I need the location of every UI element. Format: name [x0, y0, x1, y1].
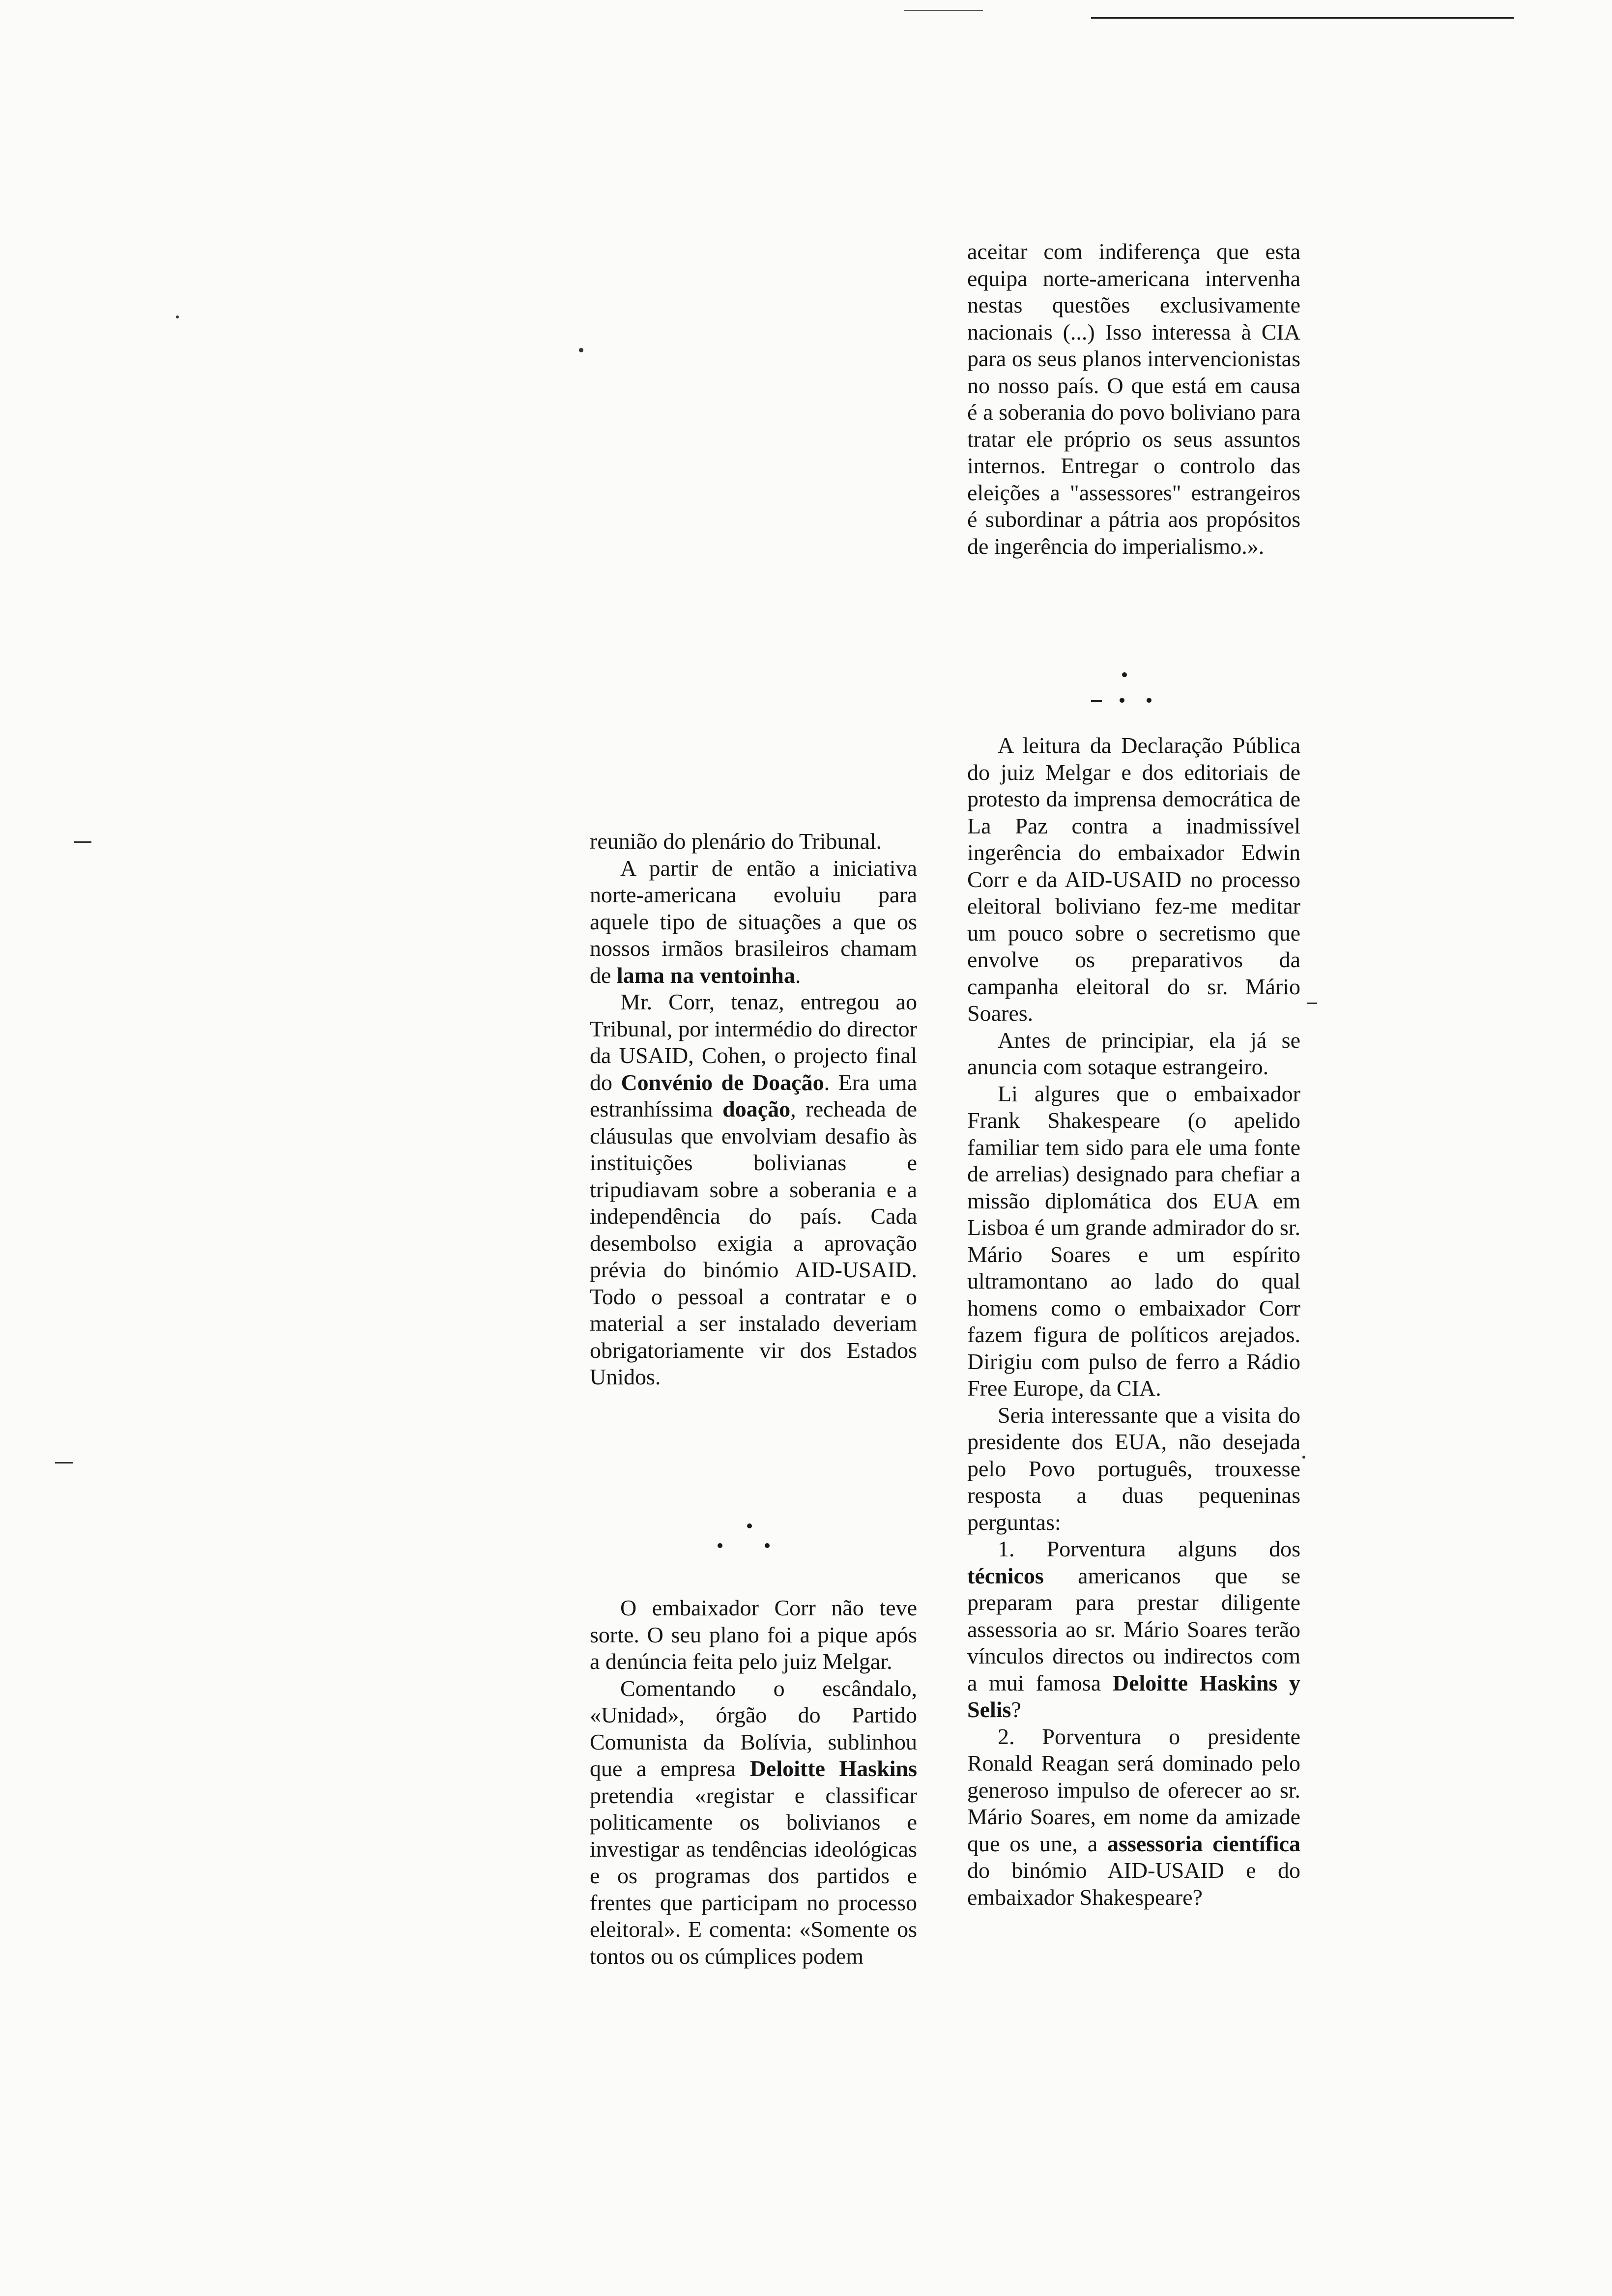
bold-text: Convénio de Doação — [621, 1069, 824, 1095]
paragraph: aceitar com indiferença que esta equipa norte-americana intervenha nestas questões exclusivamente nacionais (...) Isso interessa à CIA para os seus planos intervencionistas no nosso país. O que está em causa é a soberania do povo boliviano para tratar ele próprio os seus assuntos internos. Entregar o controlo das eleições a "assessores" estrangeiros é subordinar a pátria aos propósitos de ingerência do imperialismo.». — [967, 239, 1300, 559]
scan-rule — [904, 10, 983, 11]
text-run: . Era uma estranhíssima — [590, 1069, 918, 1121]
paragraph: Seria interessante que a visita do presidente dos EUA, não desejada pelo Povo português, trouxesse resposta a duas pequeninas perguntas: — [967, 1402, 1300, 1535]
article-column-right-continued — [967, 732, 1300, 1911]
paragraph: reunião do plenário do Tribunal. — [590, 829, 882, 854]
scan-speck — [55, 1462, 73, 1464]
section-separator-dot — [1122, 672, 1127, 677]
bold-text: Deloitte Haskins y Selis — [967, 1670, 1301, 1722]
text-run: 2. Porventura o presidente Ronald Reagan será dominado pelo generoso impulso de oferecer ao sr. Mário Soares, em nome da amizade que os une, a — [967, 1723, 1300, 1856]
bold-text: lama na ventoinha — [616, 962, 795, 988]
scan-speck — [74, 841, 91, 843]
scan-rule — [1091, 17, 1514, 19]
scan-speck — [176, 316, 179, 318]
paragraph — [967, 1536, 1300, 1723]
text-run: , recheada de cláusulas que envolviam desafio às instituições bolivianas e tripudiavam sobre a soberania e a independência do país. Cada desembolso exigia a aprovação prévia do binómio AID-USAID. Todo o pessoal a contratar e o material a ser instalado deveriam obrigatoriamente vir dos Estados Unidos. — [590, 1096, 917, 1389]
bold-text: doação — [722, 1096, 791, 1121]
scan-speck — [1307, 1003, 1317, 1004]
bold-text: Deloitte Haskins — [749, 1756, 917, 1781]
section-separator-dot — [1120, 698, 1124, 703]
scan-speck — [579, 348, 583, 352]
bold-text: assessoria científica — [1107, 1831, 1301, 1856]
paragraph — [967, 1723, 1300, 1911]
section-separator-dot — [1091, 700, 1102, 702]
paragraph: Antes de principiar, ela já se anuncia com sotaque estrangeiro. — [967, 1027, 1300, 1079]
text-run: . — [795, 962, 801, 988]
paragraph — [590, 989, 917, 1391]
article-column-right — [967, 238, 1300, 560]
text-run: do binómio AID-USAID e do embaixador Shakespeare? — [967, 1858, 1300, 1910]
text-run: A partir de então a iniciativa norte-americana evoluiu para aquele tipo de situações a que os nossos irmãos brasileiros chamam de — [590, 855, 917, 988]
article-column-left — [590, 828, 917, 1391]
section-separator-dot — [765, 1543, 770, 1548]
text-run: pretendia «registar e classificar politicamente os bolivianos e investigar as tendências ideológicas e os programas dos partidos e frentes que participam no processo eleitoral». E comenta: «Somente os tontos ou os cúmplices podem — [590, 1782, 917, 1969]
paragraph — [590, 1675, 917, 1970]
text-run: ? — [1011, 1697, 1021, 1722]
article-column-left-continued — [590, 1595, 917, 1970]
paragraph — [590, 855, 917, 989]
paragraph: Li algures que o embaixador Frank Shakespeare (o apelido familiar tem sido para ele uma fonte de arrelias) designado para chefiar a missão diplomática dos EUA em Lisboa é um grande admirador do sr. Mário Soares e um espírito ultramontano ao lado do qual homens como o embaixador Corr fazem figura de políticos arejados. Dirigiu com pulso de ferro a Rádio Free Europe, da CIA. — [967, 1081, 1300, 1401]
section-separator-dot — [718, 1543, 722, 1548]
bold-text: técnicos — [967, 1563, 1044, 1588]
section-separator-dot — [747, 1523, 752, 1528]
text-run: americanos que se preparam para prestar diligente assessoria ao sr. Mário Soares terão vínculos directos ou indirectos com a mui famosa — [967, 1563, 1300, 1695]
paragraph: A leitura da Declaração Pública do juiz Melgar e dos editoriais de protesto da imprensa democrática de La Paz contra a inadmissível ingerência do embaixador Edwin Corr e da AID-USAID no processo eleitoral boliviano fez-me meditar um pouco sobre o secretismo que envolve os preparativos da campanha eleitoral do sr. Mário Soares. — [967, 733, 1300, 1026]
scan-speck — [1302, 1456, 1305, 1459]
text-run: 1. Porventura alguns dos — [998, 1536, 1300, 1561]
text-run: Mr. Corr, tenaz, entregou ao Tribunal, por intermédio do director da USAID, Cohen, o projecto final do — [590, 989, 917, 1095]
text-run: Comentando o escândalo, «Unidad», órgão do Partido Comunista da Bolívia, sublinhou que a empresa — [590, 1675, 917, 1781]
section-separator-dot — [1147, 698, 1151, 703]
paragraph: O embaixador Corr não teve sorte. O seu plano foi a pique após a denúncia feita pelo juiz Melgar. — [590, 1595, 917, 1674]
